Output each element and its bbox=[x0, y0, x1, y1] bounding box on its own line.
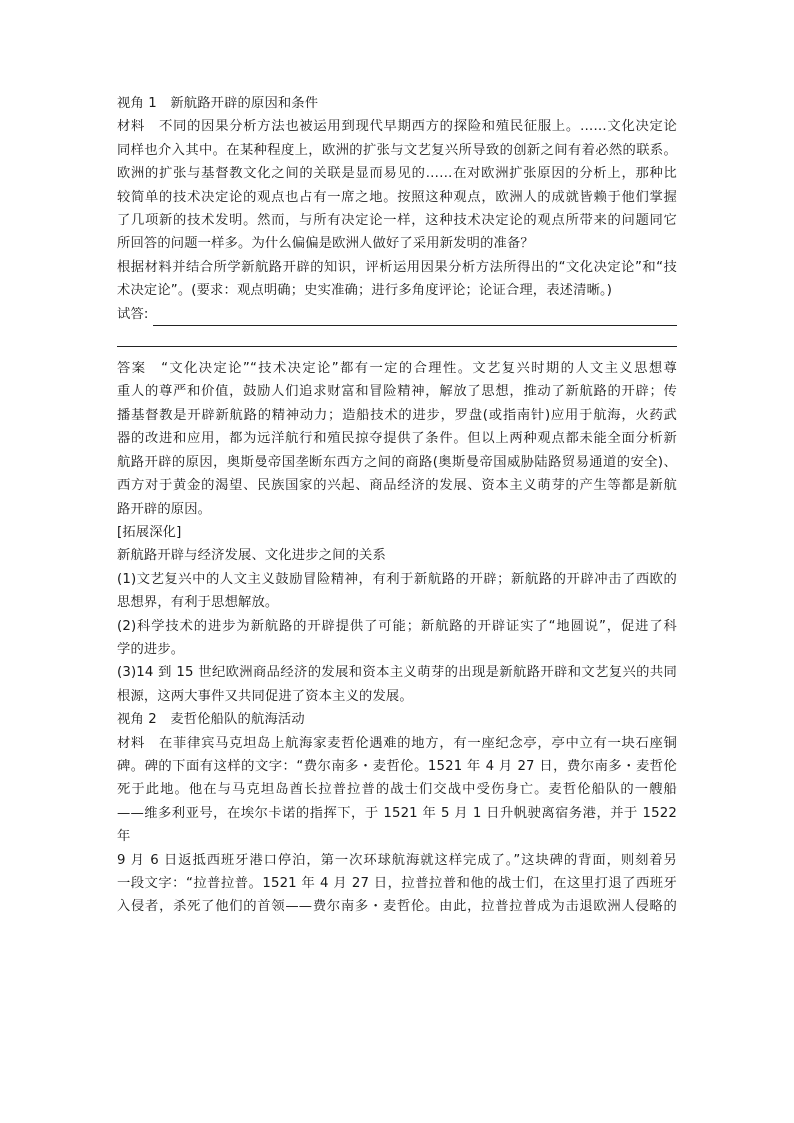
expand-line: (1)文艺复兴中的人文主义鼓励冒险精神，有利于新航路的开辟；新航路的开辟冲击了西欧的 bbox=[117, 571, 677, 587]
section1-heading: 视角 1 新航路开辟的原因和条件 bbox=[117, 96, 319, 111]
expand-item-2 bbox=[117, 615, 677, 662]
material-line: 碑。碑的下面有这样的文字：“费尔南多・麦哲伦。1521 年 4 月 27 日，费尔南多・麦哲伦 bbox=[117, 758, 677, 774]
answer-line: 航路开辟的原因，奥斯曼帝国垄断东西方之间的商路(奥斯曼帝国威胁陆路贸易通道的安全)、 bbox=[117, 454, 677, 470]
section1-question bbox=[117, 256, 677, 303]
expand-line: 根源，这两大事件又共同促进了资本主义的发展。 bbox=[117, 688, 413, 704]
expand-title: 新航路开辟与经济发展、文化进步之间的关系 bbox=[117, 548, 386, 564]
question-line: 术决定论”。(要求：观点明确；史实准确；进行多角度评论；论证合理，表述清晰。) bbox=[117, 283, 613, 299]
answer-line: 答案 “文化决定论”“技术决定论”都有一定的合理性。文艺复兴时期的人文主义思想尊 bbox=[117, 361, 677, 377]
section1-answer bbox=[117, 357, 677, 521]
material-line: 死于此地。他在与马克坦岛酋长拉普拉普的战士们交战中受伤身亡。麦哲伦船队的一艘船 bbox=[117, 782, 677, 798]
answer-line: 西方对于黄金的渴望、民族国家的兴起、商品经济的发展、资本主义萌芽的产生等都是新航 bbox=[117, 478, 677, 494]
answer-area[interactable] bbox=[117, 303, 677, 326]
answer-blank-line[interactable] bbox=[153, 309, 677, 326]
answer-blank-line[interactable] bbox=[117, 330, 677, 347]
expand-line: (3)14 到 15 世纪欧洲商品经济的发展和资本主义萌芽的出现是新航路开辟和文艺复兴的共同 bbox=[117, 665, 677, 681]
material-line: 了几项新的技术发明。然而，与所有决定论一样，这种技术决定论的观点所带来的问题同它 bbox=[117, 213, 677, 229]
answer-line: 重人的尊严和价值，鼓励人们追求财富和冒险精神，解放了思想，推动了新航路的开辟；传 bbox=[117, 384, 677, 400]
material-line: 一段文字：“拉普拉普。1521 年 4 月 27 日，拉普拉普和他的战士们，在这里打退了西班牙 bbox=[117, 876, 677, 891]
expand-item-1 bbox=[117, 568, 677, 615]
material-line: 材料 不同的因果分析方法也被运用到现代早期西方的探险和殖民征服上。……文化决定论 bbox=[117, 119, 677, 135]
expand-item-3 bbox=[117, 661, 677, 708]
question-line: 根据材料并结合所学新航路开辟的知识，评析运用因果分析方法所得出的“文化决定论”和“技 bbox=[117, 259, 677, 275]
material-line: 入侵者，杀死了他们的首领——费尔南多・麦哲伦。由此，拉普拉普成为击退欧洲人侵略的 bbox=[117, 899, 677, 915]
material-line: 所回答的问题一样多。为什么偏偏是欧洲人做好了采用新发明的准备？ bbox=[117, 236, 534, 252]
section2-material bbox=[117, 732, 677, 919]
material-line: 9 月 6 日返抵西班牙港口停泊，第一次环球航海就这样完成了。”这块碑的背面，则刻着另 bbox=[117, 852, 677, 868]
material-line: 同样也介入其中。在某种程度上，欧洲的扩张与文艺复兴所导致的创新之间有着必然的联系。 bbox=[117, 142, 677, 158]
material-line: 较简单的技术决定论的观点也占有一席之地。按照这种观点，欧洲人的成就皆赖于他们掌握 bbox=[117, 189, 677, 205]
material-line: 材料 在菲律宾马克坦岛上航海家麦哲伦遇难的地方，有一座纪念亭，亭中立有一块石座铜 bbox=[117, 735, 677, 751]
document-page bbox=[117, 92, 677, 919]
expand-line: 思想界，有利于思想解放。 bbox=[117, 595, 279, 611]
material-line: 欧洲的扩张与基督教文化之间的关联是显而易见的……在对欧洲扩张原因的分析上，那种比 bbox=[117, 166, 677, 182]
answer-label: 试答: bbox=[117, 306, 149, 322]
material-line: ——维多利亚号，在埃尔卡诺的指挥下，于 1521 年 5 月 1 日升帆驶离宿务港，并于 1522 年 bbox=[117, 805, 677, 845]
expand-label: [拓展深化] bbox=[117, 524, 182, 540]
section2-heading: 视角 2 麦哲伦船队的航海活动 bbox=[117, 712, 305, 728]
answer-line: 播基督教是开辟新航路的精神动力；造船技术的进步，罗盘(或指南针)应用于航海，火药武 bbox=[117, 407, 677, 423]
section1-material bbox=[117, 115, 677, 255]
answer-line: 路开辟的原因。 bbox=[117, 501, 212, 517]
expand-line: 学的进步。 bbox=[117, 641, 185, 657]
expand-line: (2)科学技术的进步为新航路的开辟提供了可能；新航路的开辟证实了“地圆说”，促进了科 bbox=[117, 618, 677, 634]
answer-line: 器的改进和应用，都为远洋航行和殖民掠夺提供了条件。但以上两种观点都未能全面分析新 bbox=[117, 431, 677, 447]
